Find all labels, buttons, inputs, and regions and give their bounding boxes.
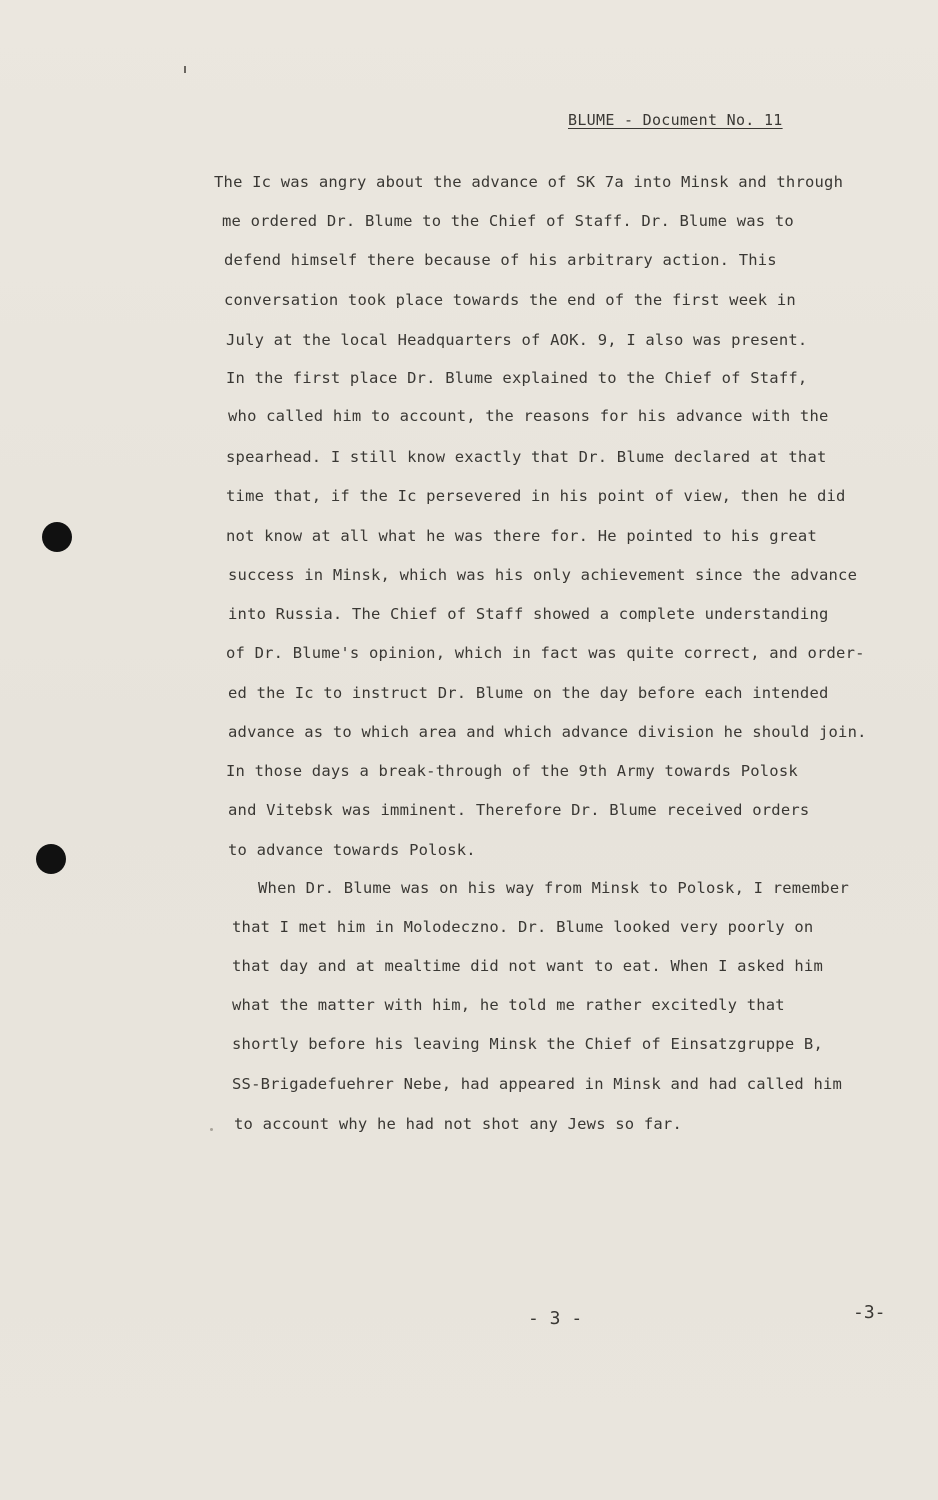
text-line: of Dr. Blume's opinion, which in fact was quite correct, and order- xyxy=(226,644,865,662)
text-line: shortly before his leaving Minsk the Chief of Einsatzgruppe B, xyxy=(232,1035,823,1053)
paper-speck xyxy=(210,1128,213,1131)
text-line: that I met him in Molodeczno. Dr. Blume looked very poorly on xyxy=(232,918,814,936)
text-line: In those days a break-through of the 9th Army towards Polosk xyxy=(226,762,798,780)
text-line: to account why he had not shot any Jews so far. xyxy=(234,1115,682,1133)
page-number-handwritten: -3- xyxy=(853,1302,886,1323)
text-line: The Ic was angry about the advance of SK 7a into Minsk and through xyxy=(214,173,844,191)
text-line: and Vitebsk was imminent. Therefore Dr. Blume received orders xyxy=(228,801,810,819)
text-line: that day and at mealtime did not want to eat. When I asked him xyxy=(232,957,823,975)
text-line: advance as to which area and which advance division he should join. xyxy=(228,723,867,741)
punch-hole-top xyxy=(42,522,72,552)
text-line: SS-Brigadefuehrer Nebe, had appeared in Minsk and had called him xyxy=(232,1075,843,1093)
text-line: spearhead. I still know exactly that Dr. Blume declared at that xyxy=(226,448,827,466)
text-line: time that, if the Ic persevered in his point of view, then he did xyxy=(226,487,846,505)
document-header: BLUME - Document No. 11 xyxy=(568,111,783,129)
text-line: not know at all what he was there for. He pointed to his great xyxy=(226,527,817,545)
margin-mark xyxy=(184,66,186,73)
text-line: success in Minsk, which was his only achievement since the advance xyxy=(228,566,858,584)
text-line: defend himself there because of his arbitrary action. This xyxy=(224,251,777,269)
text-line: to advance towards Polosk. xyxy=(228,841,476,859)
page-number: - 3 - xyxy=(528,1308,583,1329)
text-line: me ordered Dr. Blume to the Chief of Staff. Dr. Blume was to xyxy=(222,212,794,230)
text-line: who called him to account, the reasons for his advance with the xyxy=(228,407,829,425)
text-line: conversation took place towards the end of the first week in xyxy=(224,291,796,309)
text-line: into Russia. The Chief of Staff showed a complete understanding xyxy=(228,605,829,623)
text-line: When Dr. Blume was on his way from Minsk to Polosk, I remember xyxy=(258,879,849,897)
text-line: July at the local Headquarters of AOK. 9, I also was present. xyxy=(226,331,808,349)
text-line: ed the Ic to instruct Dr. Blume on the day before each intended xyxy=(228,684,829,702)
text-line: what the matter with him, he told me rather excitedly that xyxy=(232,996,785,1014)
text-line: In the first place Dr. Blume explained to the Chief of Staff, xyxy=(226,369,808,387)
punch-hole-bottom xyxy=(36,844,66,874)
